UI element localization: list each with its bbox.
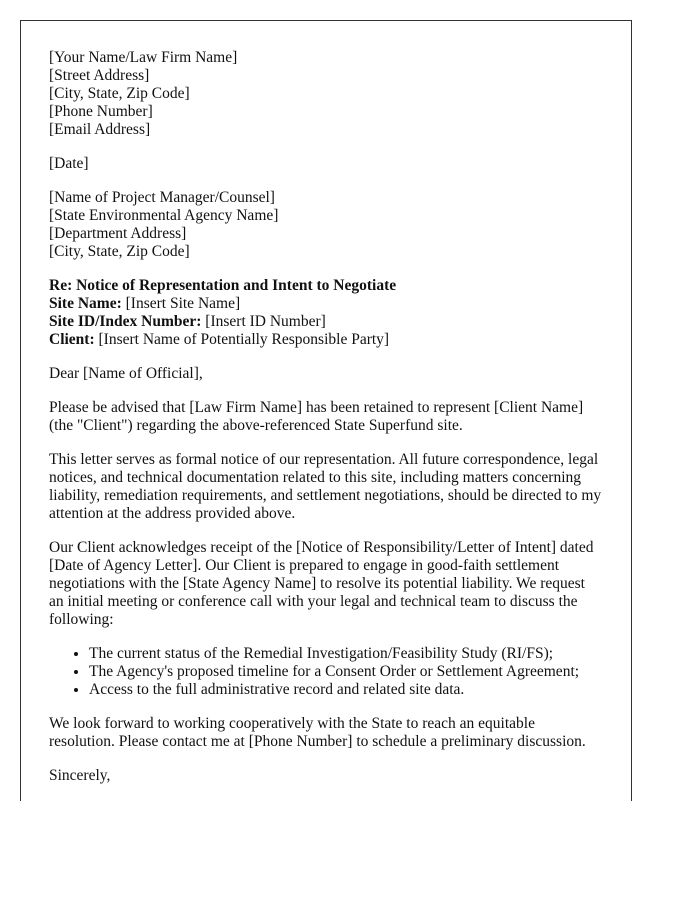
recipient-name: [Name of Project Manager/Counsel]: [49, 189, 275, 206]
sender-city: [City, State, Zip Code]: [49, 85, 190, 102]
site-name-value: [Insert Site Name]: [121, 295, 241, 312]
subject-block: [49, 277, 603, 349]
discussion-list: [49, 645, 603, 699]
sender-name: [Your Name/Law Firm Name]: [49, 49, 238, 66]
sender-street: [Street Address]: [49, 67, 150, 84]
subject-re: [49, 277, 603, 295]
sender-phone: [Phone Number]: [49, 103, 153, 120]
list-item: • Access to the full administrative record and related site data.: [89, 681, 603, 699]
sender-address: [49, 49, 603, 139]
letter-date: [Date]: [49, 155, 89, 172]
recipient-address: [49, 189, 603, 261]
client-value: [Insert Name of Potentially Responsible Party]: [94, 331, 390, 348]
paragraph-representation: Please be advised that [Law Firm Name] has been retained to represent [Client Name] (the "Client") regarding the above-referenced State Superfund site.: [49, 399, 584, 434]
closing: Sincerely,: [49, 767, 111, 784]
site-name-line: [49, 295, 603, 313]
site-id-label: Site ID/Index Number:: [49, 313, 202, 330]
recipient-agency: [State Environmental Agency Name]: [49, 207, 279, 224]
client-line: [49, 331, 603, 349]
client-label: Client:: [49, 331, 95, 348]
list-item: • The current status of the Remedial Investigation/Feasibility Study (RI/FS);: [89, 645, 603, 663]
salutation: Dear [Name of Official],: [49, 365, 203, 382]
paragraph-acknowledgement: Our Client acknowledges receipt of the [Notice of Responsibility/Letter of Intent] dated [Date of Agency Letter]. Our Client is prepared to engage in good-faith settlement negotiations with the [State Agency Name] to resolve its potential liability. We request an initial meeting or conference call with your legal and technical team to discuss the following:: [49, 539, 594, 628]
site-id-value: [Insert ID Number]: [201, 313, 326, 330]
list-item: • The Agency's proposed timeline for a Consent Order or Settlement Agreement;: [89, 663, 603, 681]
site-id-line: [49, 313, 603, 331]
recipient-department: [Department Address]: [49, 225, 187, 242]
site-name-label: Site Name:: [49, 295, 122, 312]
closing-paragraph: We look forward to working cooperatively with the State to reach an equitable resolution. Please contact me at [Phone Number] to schedule a preliminary discussion.: [49, 715, 586, 750]
subject-re-text: Re: Notice of Representation and Intent to Negotiate: [49, 277, 397, 294]
paragraph-notice: This letter serves as formal notice of our representation. All future correspondence, legal notices, and technical documentation related to this site, including matters concerning liability, remediation requirements, and settlement negotiations, should be directed to my attention at the address provided above.: [49, 451, 602, 522]
sender-email: [Email Address]: [49, 121, 151, 138]
recipient-city: [City, State, Zip Code]: [49, 243, 190, 260]
letter-page: [20, 20, 632, 801]
